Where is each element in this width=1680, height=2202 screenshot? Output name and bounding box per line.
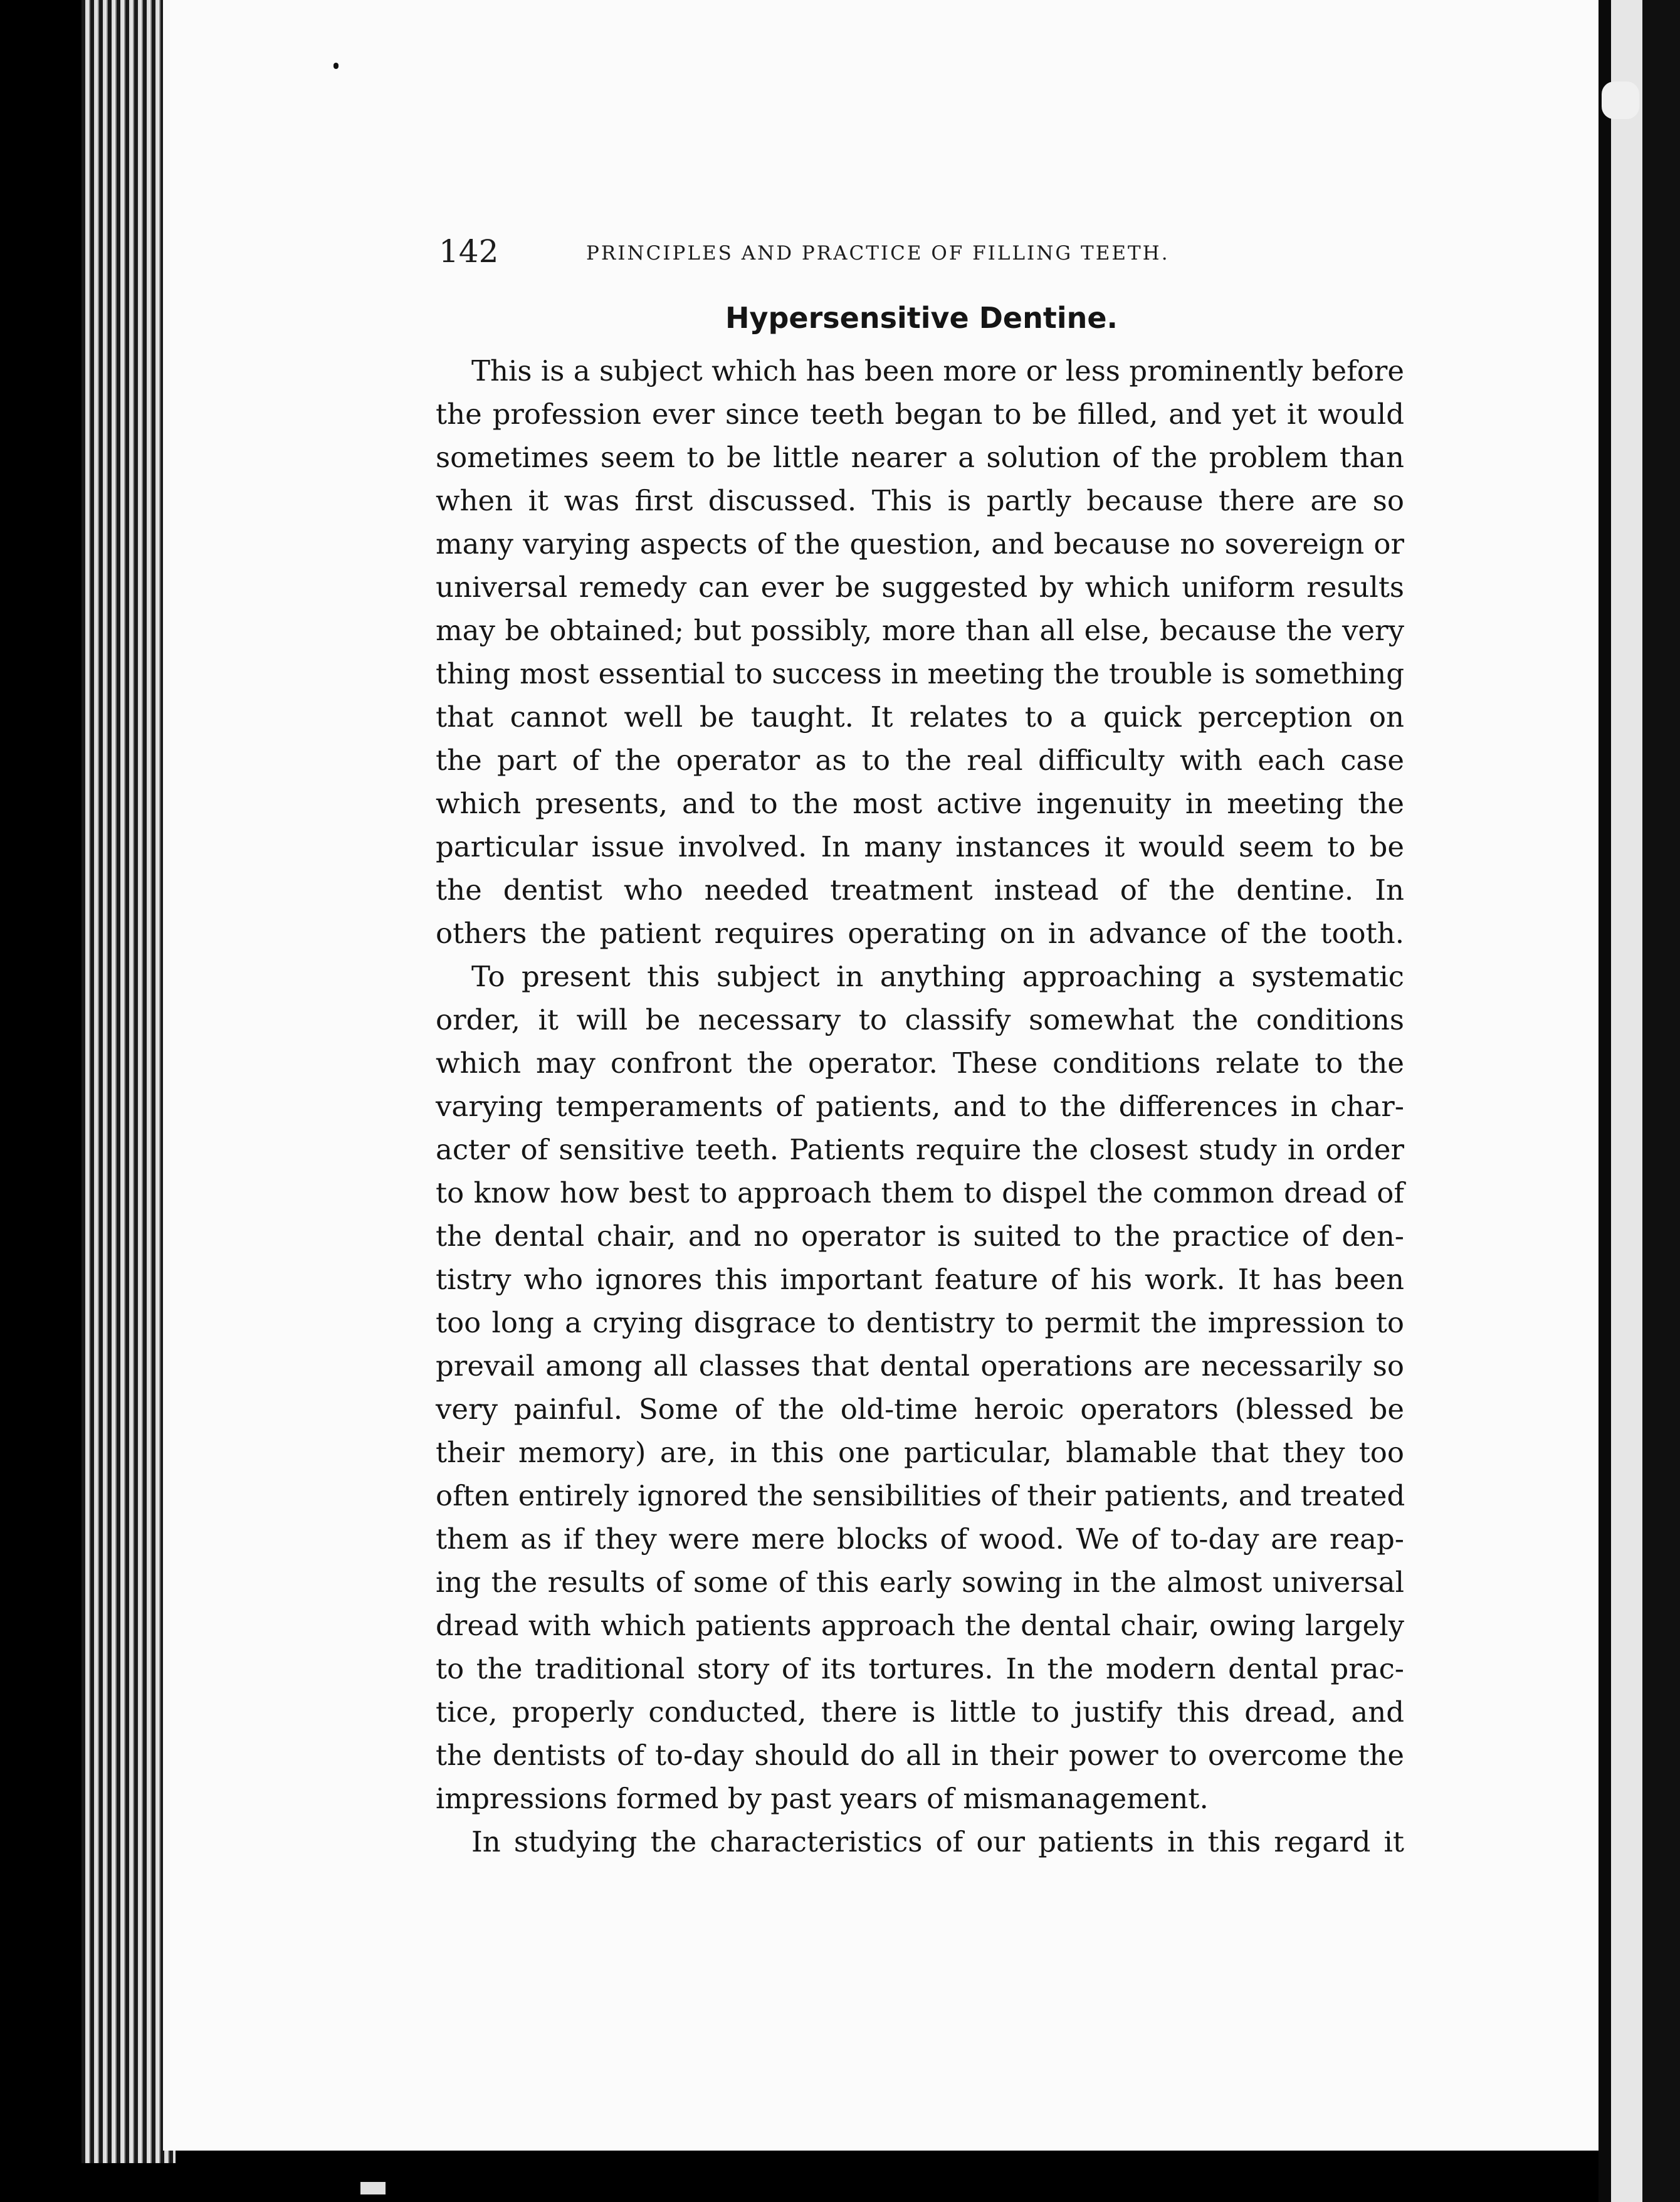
text-line: the dentist who needed treatment instead of the dentine. In xyxy=(436,873,1404,907)
text-line: which may confront the operator. These conditions relate to the xyxy=(436,1046,1404,1080)
text-line: tice, properly conducted, there is little to justify this dread, and xyxy=(436,1695,1404,1729)
text-line: the profession ever since teeth began to be filled, and yet it would xyxy=(436,398,1404,431)
text-line: may be obtained; but possibly, more than all else, because the very xyxy=(436,614,1404,647)
scan-speck xyxy=(1602,82,1639,119)
text-line: their memory) are, in this one particular, blamable that they too xyxy=(436,1436,1404,1469)
scan-speck xyxy=(333,63,339,69)
text-line: often entirely ignored the sensibilities of their patients, and treated xyxy=(436,1479,1405,1512)
text-line: prevail among all classes that dental operations are necessarily so xyxy=(436,1349,1404,1383)
text-line: when it was first discussed. This is partly because there are so xyxy=(436,484,1404,517)
scan-speck xyxy=(360,2182,386,2194)
section-heading: Hypersensitive Dentine. xyxy=(725,301,1118,335)
text-line: acter of sensitive teeth. Patients require the closest study in order xyxy=(436,1133,1404,1166)
page-number: 142 xyxy=(439,233,499,270)
text-line: them as if they were mere blocks of wood. We of to-day are reap- xyxy=(436,1522,1404,1556)
running-header xyxy=(439,233,1404,283)
text-line: To present this subject in anything approaching a systematic xyxy=(471,960,1404,993)
text-line: the part of the operator as to the real difficulty with each case xyxy=(436,744,1404,777)
running-head-title: PRINCIPLES AND PRACTICE OF FILLING TEETH. xyxy=(586,242,1170,265)
text-line: to know how best to approach them to dispel the common dread of xyxy=(436,1176,1404,1209)
text-line: sometimes seem to be little nearer a solution of the problem than xyxy=(436,441,1404,474)
text-line: others the patient requires operating on in advance of the tooth. xyxy=(436,917,1404,950)
text-line: tistry who ignores this important feature of his work. It has been xyxy=(436,1263,1404,1296)
text-line: very painful. Some of the old-time heroic operators (blessed be xyxy=(436,1393,1404,1426)
text-line: ing the results of some of this early sowing in the almost universal xyxy=(436,1566,1404,1599)
text-line: impressions formed by past years of mismanagement. xyxy=(436,1782,1209,1815)
text-line: the dentists of to-day should do all in their power to overcome the xyxy=(436,1739,1404,1772)
text-line: to the traditional story of its tortures. In the modern dental prac- xyxy=(436,1652,1404,1685)
text-line: varying temperaments of patients, and to the differences in char- xyxy=(436,1090,1404,1123)
text-line: too long a crying disgrace to dentistry to permit the impression to xyxy=(436,1306,1404,1339)
opposite-page-edge xyxy=(1611,0,1642,2202)
text-line: order, it will be necessary to classify somewhat the conditions xyxy=(436,1003,1404,1036)
text-line: that cannot well be taught. It relates to a quick perception on xyxy=(436,700,1404,734)
text-line: particular issue involved. In many instances it would seem to be xyxy=(436,830,1404,863)
text-line: This is a subject which has been more or less prominently before xyxy=(471,354,1404,387)
binding-shadow xyxy=(1599,0,1611,2202)
text-line: many varying aspects of the question, and because no sovereign or xyxy=(436,527,1404,561)
text-line: dread with which patients approach the dental chair, owing largely xyxy=(436,1609,1404,1642)
scan-border xyxy=(1642,0,1680,2202)
text-line: which presents, and to the most active ingenuity in meeting the xyxy=(436,787,1404,820)
text-line: In studying the characteristics of our patients in this regard it xyxy=(471,1825,1404,1858)
text-line: universal remedy can ever be suggested by which uniform results xyxy=(436,571,1404,604)
text-line: the dental chair, and no operator is suited to the practice of den- xyxy=(436,1220,1404,1253)
text-line: thing most essential to success in meeting the trouble is something xyxy=(436,657,1404,690)
stacked-page-edges xyxy=(81,0,176,2163)
